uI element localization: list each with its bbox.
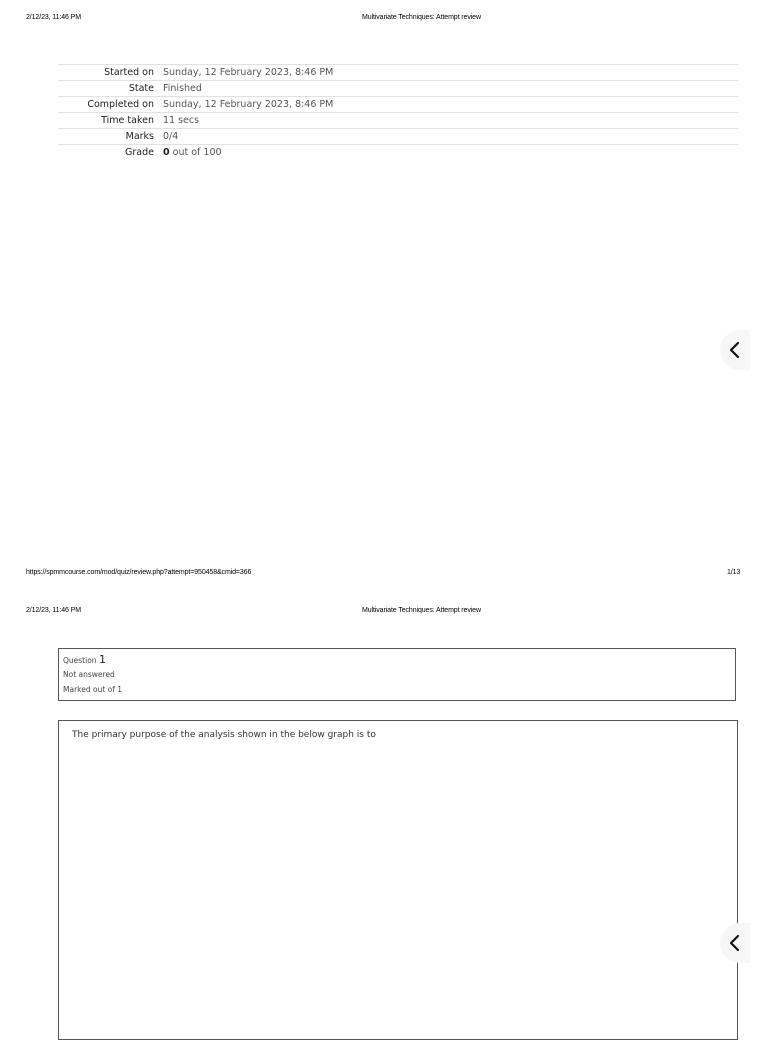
- question-status: Not answered: [63, 670, 115, 679]
- print-datetime: 2/12/23, 11:46 PM: [26, 14, 81, 21]
- question-prefix: Question: [63, 656, 97, 665]
- print-page-number: 1/13: [727, 569, 741, 576]
- summary-value: 0/4: [163, 131, 179, 142]
- summary-row-time-taken: [58, 113, 738, 129]
- attempt-summary-table: [58, 64, 738, 160]
- drawer-toggle-button[interactable]: [720, 330, 750, 370]
- print-title: Multivariate Techniques: Attempt review: [362, 14, 481, 21]
- question-text-box: [58, 720, 738, 1040]
- summary-label: State: [128, 83, 154, 94]
- print-url: https://spmmcourse.com/mod/quiz/review.php?attempt=950458&cmid=366: [26, 569, 252, 576]
- print-datetime: 2/12/23, 11:46 PM: [26, 607, 81, 614]
- summary-value: Sunday, 12 February 2023, 8:46 PM: [163, 99, 334, 110]
- chevron-left-icon: [728, 341, 742, 359]
- summary-label: Grade: [125, 147, 154, 158]
- summary-label: Started on: [104, 67, 154, 78]
- summary-value: Sunday, 12 February 2023, 8:46 PM: [163, 67, 334, 78]
- summary-row-grade: [58, 145, 738, 161]
- summary-label: Time taken: [101, 115, 154, 126]
- grade-score: 0: [163, 147, 170, 158]
- summary-value: Finished: [163, 83, 202, 94]
- question-text: The primary purpose of the analysis shown in the below graph is to: [72, 730, 376, 740]
- question-number-line: [63, 653, 731, 667]
- question-marks: Marked out of 1: [63, 685, 123, 694]
- summary-row-completed: [58, 97, 738, 113]
- question-number: 1: [98, 653, 106, 666]
- summary-row-marks: [58, 129, 738, 145]
- summary-label: Marks: [125, 131, 154, 142]
- summary-value: 11 secs: [163, 115, 200, 126]
- print-title: Multivariate Techniques: Attempt review: [362, 607, 481, 614]
- chevron-left-icon: [728, 934, 742, 952]
- summary-row-state: [58, 81, 738, 97]
- question-info-box: [58, 648, 736, 701]
- summary-label: Completed on: [87, 99, 154, 110]
- summary-value: [159, 145, 738, 161]
- summary-row-started: [58, 65, 738, 81]
- grade-suffix: out of 100: [172, 147, 222, 158]
